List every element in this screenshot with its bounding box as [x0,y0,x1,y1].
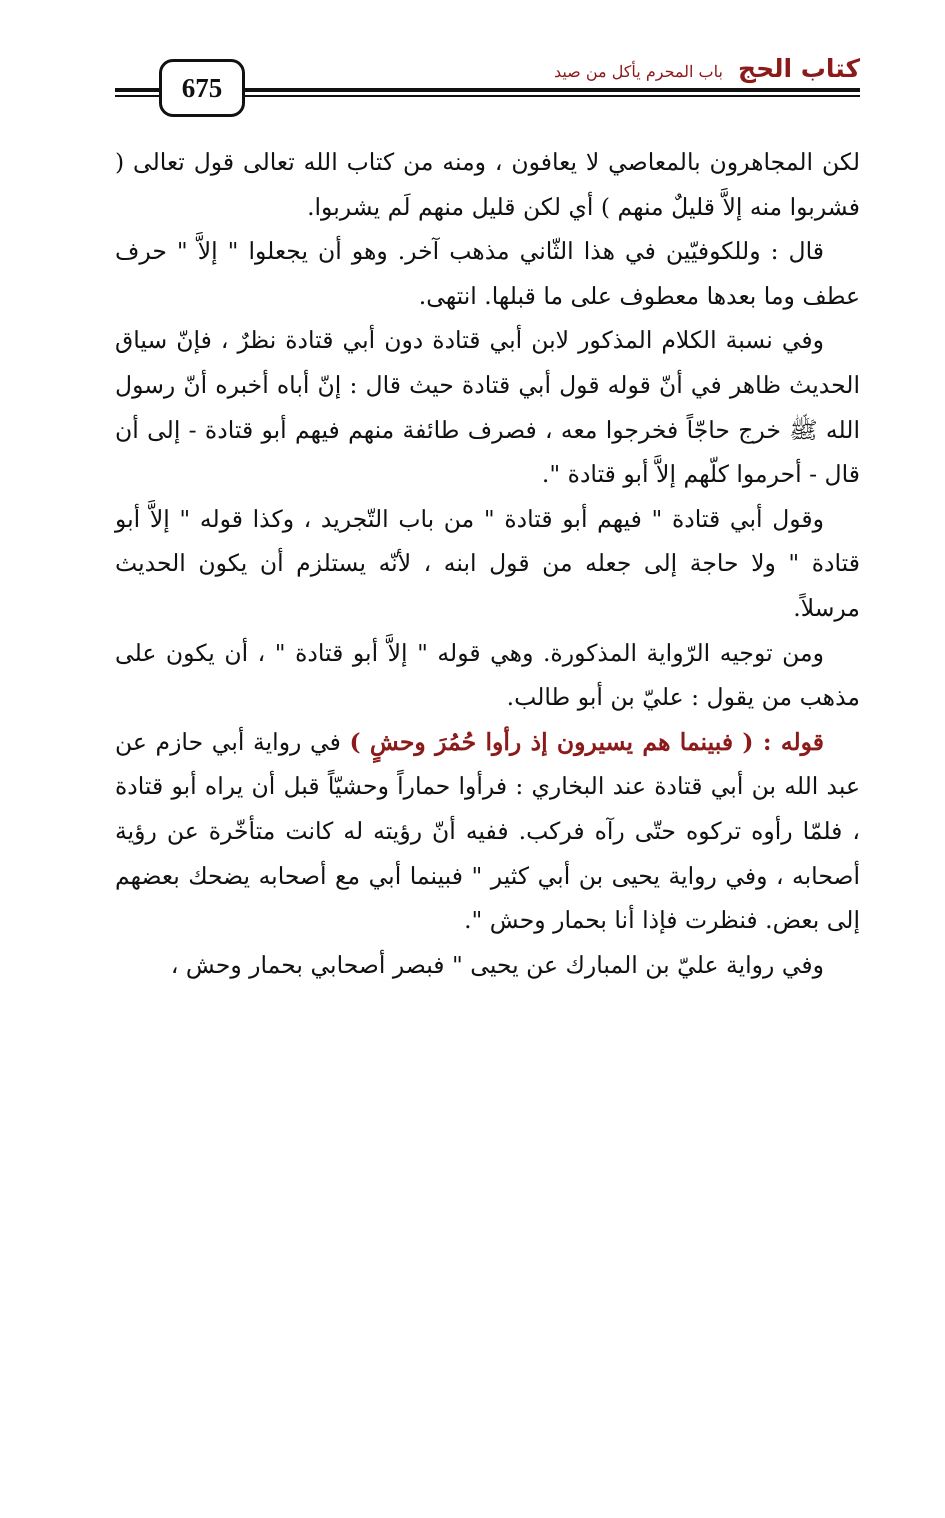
paragraph-1: لكن المجاهرون بالمعاصي لا يعافون ، ومنه من كتاب الله تعالى قول تعالى ( فشربوا منه إلاَّ قليلٌ منهم ) أي لكن قليل منهم لَم يشربوا. [115,148,860,221]
chapter-title: باب المحرم يأكل من صيد [553,62,723,81]
running-head [554,54,860,83]
quoted-hadith-label: قوله : ( فبينما هم يسيرون إذ رأوا حُمُرَ وحشٍ ) [349,727,824,756]
page-header [115,50,860,120]
paragraph-3: وفي نسبة الكلام المذكور لابن أبي قتادة دون أبي قتادة نظرٌ ، فإنّ سياق الحديث ظاهر في أنّ قوله قول أبي قتادة حيث قال : إنّ أباه أخبره أنّ رسول الله ﷺ خرج حاجّاً فخرجوا معه ، فصرف طائفة منهم فيهم أبو قتادة - إلى أن قال - أحرموا كلّهم إلاَّ أبو قتادة ". [115,326,860,489]
paragraph-5: ومن توجيه الرّواية المذكورة. وهي قوله " إلاَّ أبو قتادة " ، أن يكون على مذهب من يقول : عليّ بن أبو طالب. [115,638,860,712]
paragraph-7: وفي رواية عليّ بن المبارك عن يحيى " فبصر أصحابي بحمار وحش ، [170,950,824,979]
paragraph-4: وقول أبي قتادة " فيهم أبو قتادة " من باب التّجريد ، وكذا قوله " إلاَّ أبو قتادة " ولا حاجة إلى جعله من قول ابنه ، لأنّه يستلزم أن يكون الحديث مرسلاً. [115,504,860,622]
book-title: كتاب الحج [738,54,860,83]
page-number: 675 [159,59,245,117]
paragraph-2: قال : وللكوفيّين في هذا الثّاني مذهب آخر. وهو أن يجعلوا " إلاَّ " حرف عطف وما بعدها معطوف على ما قبلها. انتهى. [115,237,860,310]
paragraph-6-text: في رواية أبي حازم عن عبد الله بن أبي قتادة عند البخاري : فرأوا حماراً وحشيّاً قبل أن يراه أبو قتادة ، فلمّا رأوه تركوه حتّى رآه فركب. ففيه أنّ رؤيته له كانت متأخّرة عن رؤية أصحابه ، وفي رواية يحيى بن أبي كثير " فبينما أبي مع أصحابه يضحك بعضهم إلى بعض. فنظرت فإذا أنا بحمار وحش ". [115,727,860,935]
page-body [115,140,860,987]
paragraph-6 [115,720,860,943]
